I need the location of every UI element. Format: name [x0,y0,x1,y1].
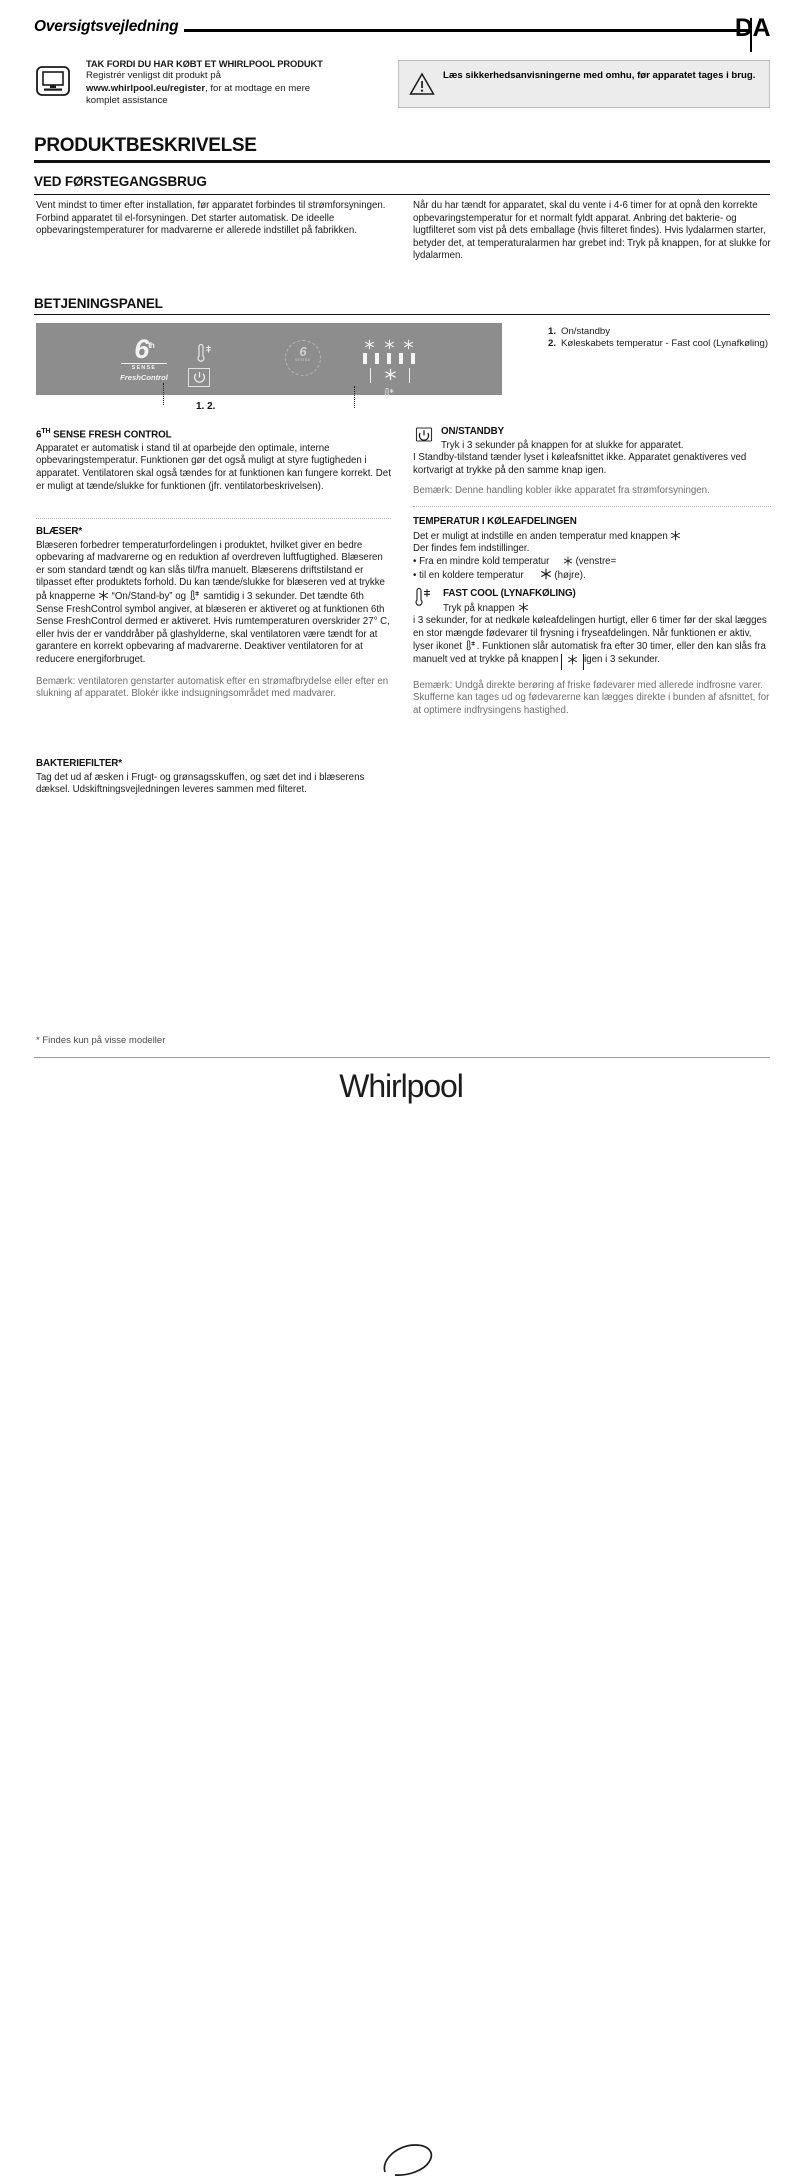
temperature-bar [399,353,403,364]
snowflake-icon [364,339,375,350]
legend-item-number: 1. [547,326,556,337]
temperature-bullet2-suffix: (højre). [554,570,586,582]
register-text [86,58,386,108]
heading-product-description: PRODUKTBESKRIVELSE [34,135,257,156]
temperature-line1 [413,530,771,544]
button-edge-right [409,368,410,383]
temperature-bullet-1: • Fra en mindre kold temperatur (venstre= [413,555,617,567]
fast-cool-part3: . [476,641,480,653]
heading-control-panel-rule [34,314,770,315]
legend-item-label: Køleskabets temperatur - Fast cool (Lynafkøling) [561,338,769,350]
fast-cool-button-glyph [561,654,584,670]
fast-cool-body [413,615,771,669]
section-on-standby [413,426,771,498]
temperature-bar [387,353,391,364]
temperature-bar [363,353,367,364]
safety-notice-box [398,60,770,108]
sixth-sense-body: Apparatet er automatisk i stand til at oparbejde den optimale, interne opbevaringstemperatur. Funktionen gør det også muligt at styre fugtigheden i apparatet. Ventilatoren skal også tændes for at funktionen kan fungere korrekt. Det er muligt at tænde/slukke for funktionen (jfr. ventilatorbeskrivelsen). [36,442,391,492]
temperature-bullet1-text: Fra en mindre kold temperatur [419,555,550,567]
snowflake-icon [563,556,573,566]
snowflake-indicator-row [364,339,414,350]
whirlpool-logo-text: Whirlpool [339,1068,463,1104]
first-use-left-text [36,200,391,238]
temperature-level-bars [363,353,415,364]
thermometer-fast-cool-icon [382,388,398,398]
power-standby-icon [193,371,206,384]
on-standby-note: Bemærk: Denne handling kobler ikke apparatet fra strømforsyningen. [413,485,710,497]
brand-6-superscript: th [148,341,154,350]
sixth-sense-title [36,426,391,442]
fast-cool-first-line [443,602,771,616]
snowflake-icon [670,530,681,541]
temperature-bullet2-text: til en koldere temperatur [419,570,524,582]
callout-numbers: 1. 2. [196,401,216,412]
section-fridge-temperature [413,516,771,583]
fan-body [36,540,391,667]
bacteria-filter-body: Tag det ud af æsken i Frugt- og grønsagsskuffen, og sæt det ind i blæserens dæksel. Udskiftningsvejledningen leveres sammen med filteret. [36,771,365,796]
badge-sense-label: SENSE [294,358,312,362]
brand-6-numeral: 6 [134,334,149,364]
right-divider-1 [413,506,771,507]
section-bacteria-filter [36,758,391,797]
fan-title: BLÆSER* [36,526,83,537]
register-line3: komplet assistance [86,95,168,107]
on-standby-first-line: Tryk i 3 sekunder på knappen for at slukke for apparatet. [441,439,684,451]
temperature-line2: Der findes fem indstillinger. [413,543,530,555]
control-panel-illustration [36,323,502,395]
fast-cool-note: Bemærk: Undgå direkte berøring af friske fødevarer med allerede indfrosne varer. Skufferne kan tages ud og fødevarerne kan lægges direkte i bunden af afsnittet, for at optimere indfrysingens hastighed. [413,679,770,716]
register-line2: , for at modtage en mere [205,82,311,94]
fan-note: Bemærk: ventilatoren genstarter automatisk efter en strømafbrydelse eller efter en slukning af apparatet. Blokér ikke indsugningsområdet med madvarer. [36,675,389,700]
snowflake-icon [403,339,414,350]
fast-cool-part2: i 3 sekunder, for at nedkøle køleafdelingen hurtigt, eller 6 timer før der skal lægges en stor mængde fødevarer til frysning i fryseafdelingen. Når funktionen er aktiv, lyser ikonet [413,615,767,653]
fast-cool-part1: Tryk på knappen [443,602,515,614]
section-sixth-sense-fresh-control [36,426,391,493]
panel-fast-cool-button[interactable] [370,368,410,398]
temperature-line1-text: Det er muligt at indstille en anden temperatur med knappen [413,530,668,542]
sixth-sense-title-prefix: 6 [36,429,42,441]
sixth-sense-title-sup: TH [41,428,51,435]
left-divider-1 [36,518,391,519]
language-code: DA [734,14,770,42]
temperature-bar [375,353,379,364]
thermometer-fast-cool-icon [465,640,477,651]
temperature-bar [411,353,415,364]
fan-body-part1: Blæseren forbedrer temperaturfordelingen i produktet, hvilket giver en bedre opbevaring af madvarerne og en reduktion af overdreven luftfugtighed. Blæseren er som standard tændt og kan slås til/fra manuelt. Blæserens driftstilstand er tilpasset efter produktets forhold. Du kan tænde/slukke for blæseren ved at trykke på knapperne [36,539,385,602]
on-standby-title: ON/STANDBY [441,426,505,437]
snowflake-icon [98,590,109,601]
heading-control-panel: BETJENINGSPANEL [34,296,163,311]
page-title: Oversigtsvejledning [34,18,179,35]
legend-item-label: On/standby [561,326,611,337]
footnote-text: * Findes kun på visse modeller [36,1035,166,1046]
first-use-right-text [413,200,771,263]
snowflake-icon [567,654,578,665]
thermometer-fast-cool-icon [193,344,213,364]
heading-first-use-rule [34,194,770,195]
fan-body-part2: “On/Stand-by” og [111,590,186,602]
fast-cool-part5: igen i 3 sekunder. [584,653,661,665]
register-heading: TAK FORDI DU HAR KØBT ET WHIRLPOOL PRODUKT [86,58,323,69]
sixth-sense-fresh-control-logo [94,332,194,382]
power-standby-icon [413,427,435,449]
first-use-left-paragraph: Vent mindst to timer efter installation, før apparatet forbindes til strømforsyningen. Forbind apparatet til el-forsyningen. Det starter automatisk. De ideelle opbevaringstemperaturer for madvarerne er allerede indstillet på fabrikken. [36,200,386,237]
sixth-sense-title-rest: SENSE FRESH CONTROL [50,429,172,441]
thermometer-fast-cool-icon [189,590,201,601]
sixth-sense-indicator-badge [285,340,321,376]
bacteria-filter-title: BAKTERIEFILTER* [36,758,122,769]
temperature-bullet1-suffix: (venstre= [575,555,617,567]
brand-freshcontrol-label: FreshControl [120,373,168,382]
snowflake-icon [384,368,397,381]
legend-item [540,326,780,338]
first-use-right-paragraph: Når du har tændt for apparatet, skal du vente i 4-6 timer for at opnå den korrekte opbevaringstemperatur for et normalt fyldt apparat. Anbring det bakterie- og lugtfilteret som vist på dets emballage (hvis filteret findes). Hvis lydalarmen starter, betyder det, at temperaturalarmen har grebet ind: Tryk på knappen, for at slukke for lydalarmen. [413,200,771,262]
legend-item [540,338,780,350]
warning-triangle-icon [409,72,435,96]
snowflake-icon [540,568,552,580]
fast-cool-title: FAST COOL (LYNAFKØLING) [443,588,576,599]
temperature-title: TEMPERATUR I KØLEAFDELINGEN [413,516,577,527]
fan-body-part3: samtidig i 3 sekunder. Det tændte 6th Sense FreshControl symbol angiver, at blæseren er aktiveret og at funktionen 6th Sense FreshControl dermed er aktiveret. Hvis rumtemperaturen overskrider 27° C, eller hvis der er vanddråber på glashylderne, skal ventilatoren være tændt for at garantere en korrekt opbevaring af madvarerne. Deaktiver ventilatoren for at reducere energiforbruget. [36,590,390,665]
section-fan [36,526,391,701]
on-standby-body: I Standby-tilstand tænder lyset i køleafsnittet ikke. Apparatet genaktiveres ved kortvarigt at trykke på den samme knap igen. [413,452,747,476]
register-link[interactable]: www.whirlpool.eu/register [86,82,206,94]
snowflake-icon [384,339,395,350]
badge-6-numeral: 6 [299,344,307,359]
whirlpool-swoosh-icon [379,2142,439,2178]
callout-line-fastcool [354,386,355,408]
brand-sense-label: SENSE [121,363,167,371]
thermometer-fast-cool-icon [413,588,435,608]
fast-cool-part4: Funktionen slår automatisk fra efter 30 timer, eller den kan slås fra manuelt ved at trykke på knappen [413,641,766,665]
control-panel-legend [540,326,780,351]
snowflake-icon [518,602,529,613]
document-header [34,14,770,52]
temperature-bullet-2: • til en koldere temperatur (højre). [413,570,586,582]
register-line1: Registrér venligst dit produkt på [86,70,221,82]
section-fast-cool [413,588,771,717]
safety-notice-text: Læs sikkerhedsanvisningerne med omhu, før apparatet tages i brug. [443,70,756,81]
button-edge-left [370,368,371,383]
footer-divider [34,1057,770,1058]
header-divider-rule [184,29,750,32]
monitor-icon [36,66,70,96]
heading-first-use: VED FØRSTEGANGSBRUG [34,174,207,189]
callout-line-power [163,383,164,405]
panel-power-button[interactable] [188,368,210,387]
legend-item-number: 2. [547,338,556,350]
heading-product-description-rule [34,160,770,163]
whirlpool-logo [0,1068,802,1105]
